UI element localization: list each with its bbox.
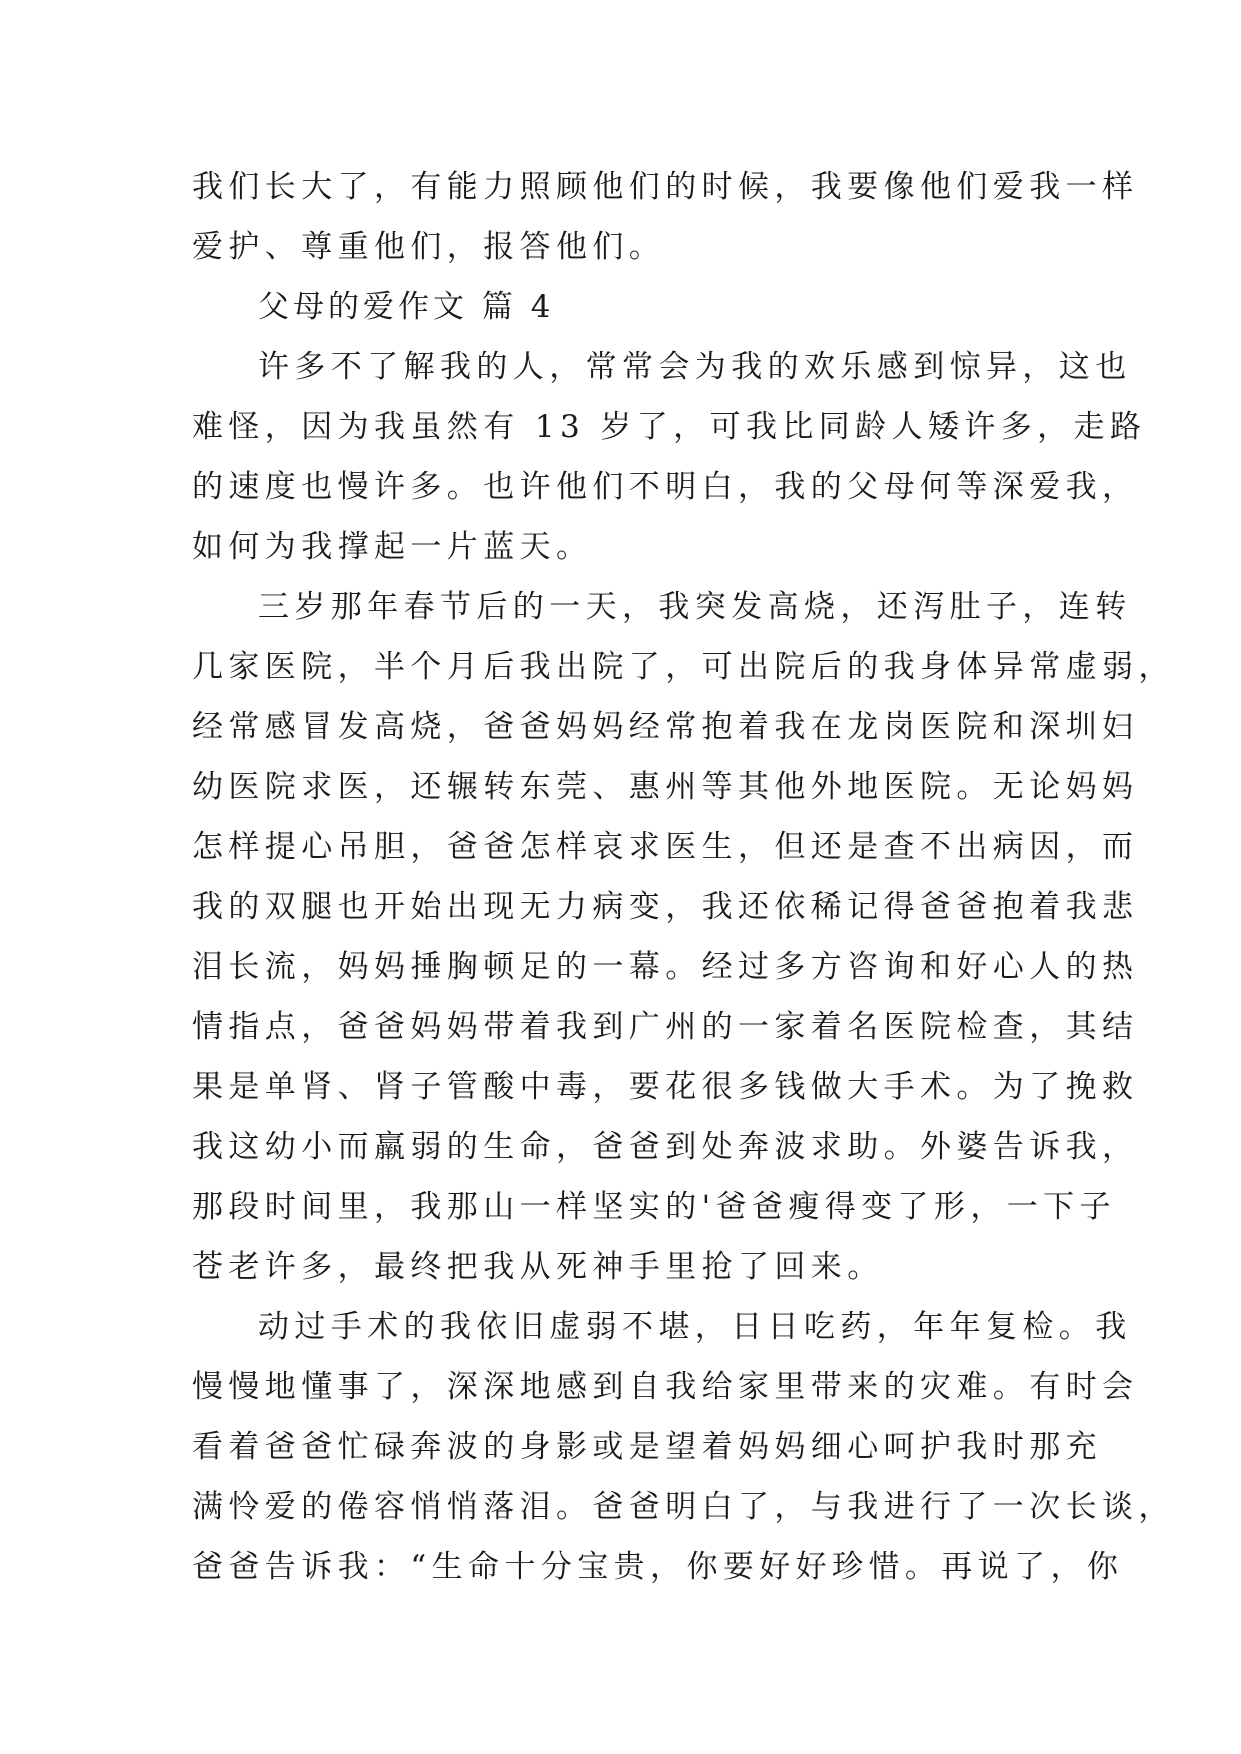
text-line: 我的双腿也开始出现无力病变，我还依稀记得爸爸抱着我悲	[192, 889, 1139, 925]
text-line: 泪长流，妈妈捶胸顿足的一幕。经过多方咨询和好心人的热	[192, 949, 1139, 985]
text-line: 经常感冒发高烧，爸爸妈妈经常抱着我在龙岗医院和深圳妇	[192, 709, 1139, 745]
section-heading: 父母的爱作文 篇 4	[258, 289, 555, 325]
text-line: 许多不了解我的人，常常会为我的欢乐感到惊异，这也	[258, 349, 1132, 385]
text-line: 怎样提心吊胆，爸爸怎样哀求医生，但还是查不出病因，而	[192, 829, 1139, 865]
text-line: 几家医院，半个月后我出院了，可出院后的我身体异常虚弱，	[192, 649, 1175, 685]
text-line: 那段时间里，我那山一样坚实的'爸爸瘦得变了形，一下子	[192, 1189, 1116, 1225]
text-line: 慢慢地懂事了，深深地感到自我给家里带来的灾难。有时会	[192, 1369, 1139, 1405]
text-line: 苍老许多，最终把我从死神手里抢了回来。	[192, 1249, 884, 1285]
text-line: 如何为我撑起一片蓝天。	[192, 529, 593, 565]
text-line: 的速度也慢许多。也许他们不明白，我的父母何等深爱我，	[192, 469, 1139, 505]
text-line: 难怪，因为我虽然有 13 岁了，可我比同龄人矮许多，走路	[192, 409, 1147, 445]
text-line: 我们长大了，有能力照顾他们的时候，我要像他们爱我一样	[192, 169, 1139, 205]
text-line: 三岁那年春节后的一天，我突发高烧，还泻肚子，连转	[258, 589, 1132, 625]
text-line: 我这幼小而羸弱的生命，爸爸到处奔波求助。外婆告诉我，	[192, 1129, 1139, 1165]
text-line: 看着爸爸忙碌奔波的身影或是望着妈妈细心呵护我时那充	[192, 1429, 1102, 1465]
text-line: 满怜爱的倦容悄悄落泪。爸爸明白了，与我进行了一次长谈，	[192, 1489, 1175, 1525]
text-line: 情指点，爸爸妈妈带着我到广州的一家着名医院检查，其结	[192, 1009, 1139, 1045]
text-line: 果是单肾、肾子管酸中毒，要花很多钱做大手术。为了挽救	[192, 1069, 1139, 1105]
text-line: 爱护、尊重他们，报答他们。	[192, 229, 666, 265]
text-line: 幼医院求医，还辗转东莞、惠州等其他外地医院。无论妈妈	[192, 769, 1139, 805]
text-line: 动过手术的我依旧虚弱不堪，日日吃药，年年复检。我	[258, 1309, 1132, 1345]
text-line: 爸爸告诉我：“生命十分宝贵，你要好好珍惜。再说了，你	[192, 1549, 1124, 1585]
